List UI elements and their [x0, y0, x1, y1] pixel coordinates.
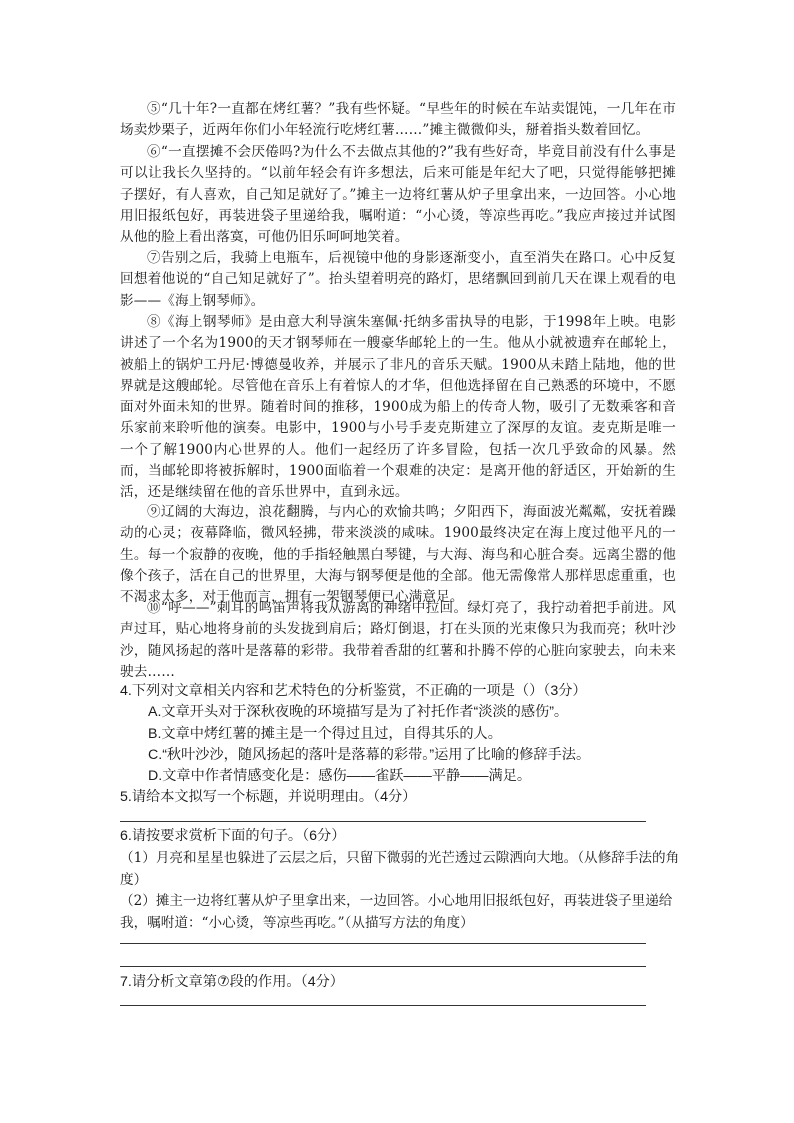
question-4-option-d: D.文章中作者情感变化是：感伤——雀跃——平静——满足。 [148, 768, 532, 784]
question-5-stem: 5.请给本文拟写一个标题，并说明理由。（4分） [120, 789, 417, 805]
answer-line [120, 1005, 646, 1006]
question-6-item-1: （1）月亮和星星也躲进了云层之后，只留下微弱的光芒透过云隙洒向大地。（从修辞手法的角度） [120, 850, 680, 888]
question-7-stem: 7.请分析文章第⑦段的作用。（4分） [120, 974, 344, 990]
paragraph-9: ⑨辽阔的大海边，浪花翻腾，与内心的欢愉共鸣；夕阳西下，海面波光粼粼，安抚着躁动的心灵；夜幕降临，微风轻拂，带来淡淡的咸味。1900最终决定在海上度过他平凡的一生。每一个寂静的夜晚，他的手指轻触黑白琴键，与大海、海鸟和心脏合奏。远离尘嚣的他像个孩子，活在自己的世界里，大海与钢琴便是他的全部。他无需像常人那样思虑重重，也不渴求太多，对于他而言，拥有一架钢琴便已心满意足。 [120, 504, 676, 606]
answer-line [120, 821, 646, 822]
question-6-item-2: （2）摊主一边将红薯从炉子里拿出来，一边回答。小心地用旧报纸包好，再装进袋子里递给我，嘱咐道：“小心烫，等凉些再吃。”（从描写方法的角度） [120, 893, 673, 931]
paragraph-10: ⑩“呼——”刺耳的鸣笛声将我从游离的神绪中拉回。绿灯亮了，我拧动着把手前进。风声过耳，贴心地将身前的头发拢到肩后；路灯倒退，打在头顶的光束像只为我而亮；秋叶沙沙，随风扬起的落叶是落幕的彩带。我带着香甜的红薯和扑腾不停的心脏向家驶去，向未来驶去…… [120, 600, 676, 680]
answer-line [120, 966, 646, 967]
question-6-stem: 6.请按要求赏析下面的句子。（6分） [120, 828, 346, 844]
paragraph-7: ⑦告别之后，我骑上电瓶车，后视镜中他的身影逐渐变小，直至消失在路口。心中反复回想着他说的“自己知足就好了”。抬头望着明亮的路灯，思绪飘回到前几天在课上观看的电影——《海上钢琴师》。 [120, 250, 676, 309]
question-4-option-a: A.文章开头对于深秋夜晚的环境描写是为了衬托作者“淡淡的感伤”。 [148, 704, 569, 720]
question-4-option-b: B.文章中烤红薯的摊主是一个得过且过，自得其乐的人。 [148, 726, 502, 742]
question-4-stem: 4.下列对文章相关内容和艺术特色的分析鉴赏，不正确的一项是（）（3分） [120, 683, 587, 699]
answer-line [120, 943, 646, 944]
question-4-option-c: C.“秋叶沙沙，随风扬起的落叶是落幕的彩带。”运用了比喻的修辞手法。 [148, 747, 591, 763]
paragraph-5: ⑤“几十年?一直都在烤红薯？”我有些怀疑。“早些年的时候在车站卖馄饨，一几年在市场卖炒栗子，近两年你们小年轻流行吃烤红薯……”摊主微微仰头，掰着指头数着回忆。 [120, 101, 676, 139]
paragraph-6: ⑥“一直摆摊不会厌倦吗?为什么不去做点其他的?”我有些好奇，毕竟目前没有什么事是可以让我长久坚持的。“以前年轻会有许多想法，后来可能是年纪大了吧，只觉得能够把摊子摆好，有人喜欢，自己知足就好了。”摊主一边将红薯从炉子里拿出来，一边回答。小心地用旧报纸包好，再装进袋子里递给我，嘱咐道：“小心烫，等凉些再吃。”我应声接过并试图从他的脸上看出落寞，可他仍旧乐呵呵地笑着。 [120, 144, 676, 246]
paragraph-8: ⑧《海上钢琴师》是由意大利导演朱塞佩·托纳多雷执导的电影，于1998年上映。电影讲述了一个名为1900的天才钢琴师在一艘豪华邮轮上的一生。他从小就被遗弃在邮轮上，被船上的锅炉工丹尼·博德曼收养，并展示了非凡的音乐天赋。1900从未踏上陆地，他的世界就是这艘邮轮。尽管他在音乐上有着惊人的才华，但他选择留在自己熟悉的环境中，不愿面对外面未知的世界。随着时间的推移，1900成为船上的传奇人物，吸引了无数乘客和音乐家前来聆听他的演奏。电影中，1900与小号手麦克斯建立了深厚的友谊。麦克斯是唯一一个了解1900内心世界的人。他们一起经历了许多冒险，包括一次几乎致命的风暴。然而，当邮轮即将被拆解时，1900面临着一个艰难的决定：是离开他的舒适区，开始新的生活，还是继续留在他的音乐世界中，直到永远。 [120, 314, 676, 501]
